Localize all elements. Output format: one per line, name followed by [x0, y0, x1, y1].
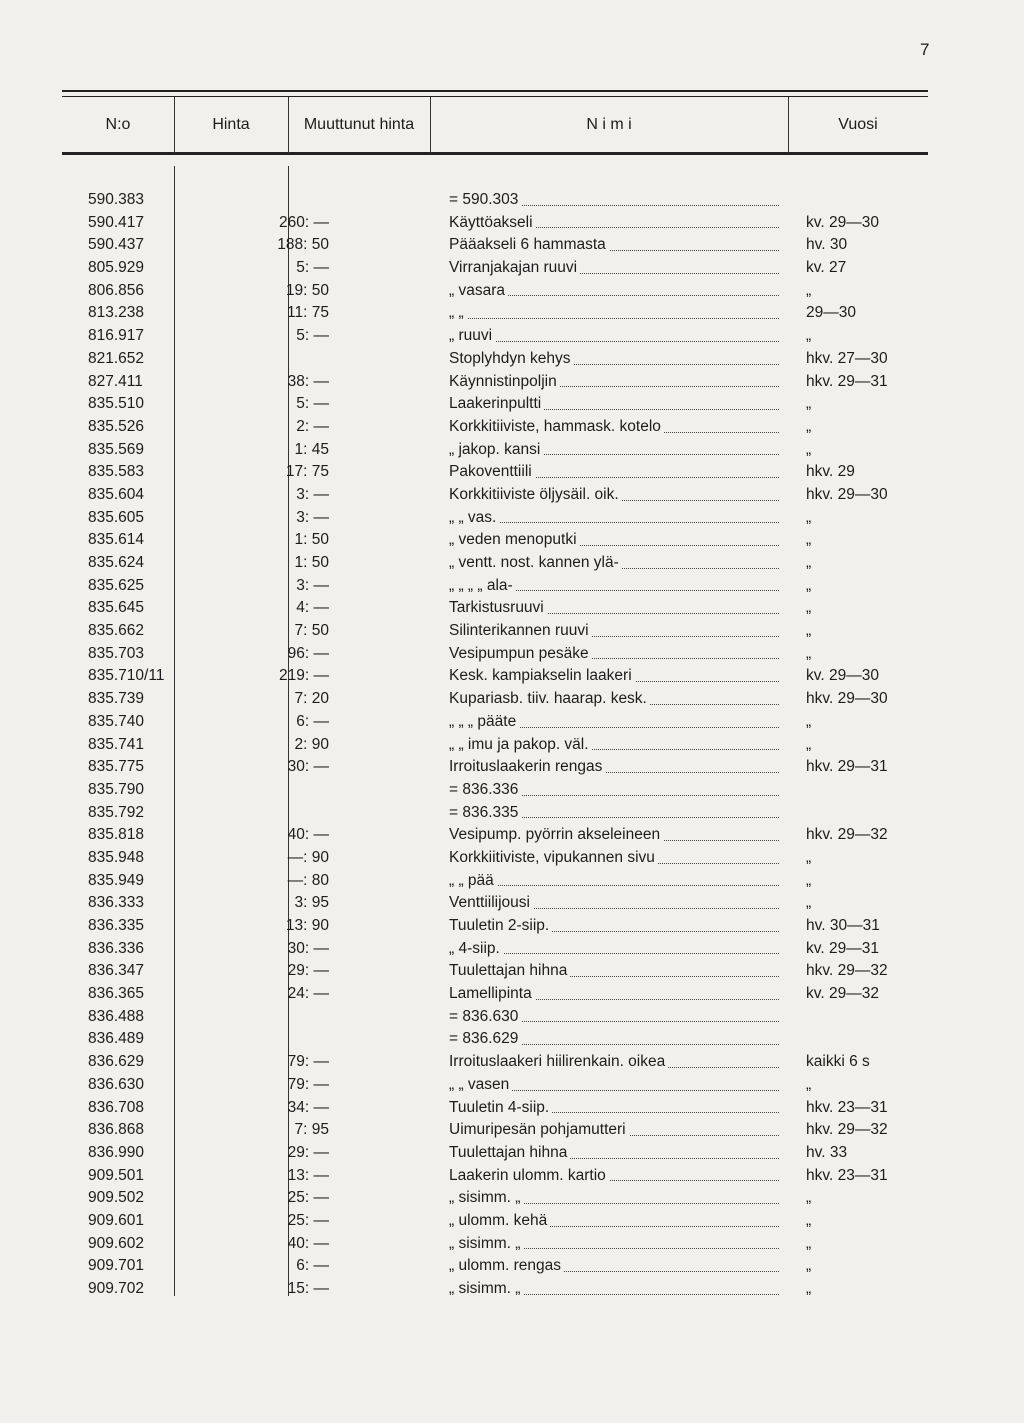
- part-year: „: [806, 1211, 812, 1229]
- part-name-cell: [449, 870, 779, 893]
- part-number: 835.583: [88, 463, 145, 481]
- part-name: „ „ vas.: [449, 509, 499, 526]
- part-price: 38: —: [287, 372, 329, 390]
- part-name: „ jakop. kansi: [449, 441, 543, 458]
- header-no: N:o: [105, 116, 131, 133]
- part-number: 835.526: [88, 417, 145, 435]
- header-price: Hinta: [212, 116, 250, 133]
- part-price: 5: —: [296, 327, 329, 345]
- part-year: „: [806, 327, 812, 345]
- table-row: [62, 325, 928, 348]
- table-row: [62, 643, 928, 666]
- part-year: hkv. 29: [806, 463, 855, 481]
- part-name-cell: [449, 1051, 779, 1074]
- part-name: Laakerin ulomm. kartio: [449, 1167, 609, 1184]
- part-name: Virranjakajan ruuvi: [449, 259, 580, 276]
- part-name: Tuulettajan hihna: [449, 962, 570, 979]
- part-year: „: [806, 1234, 812, 1252]
- part-name-cell: [449, 915, 779, 938]
- part-name: „ „ vasen: [449, 1076, 512, 1093]
- table-row: [62, 189, 928, 212]
- part-price: 260: —: [279, 213, 329, 231]
- part-name: Tuuletin 2-siip.: [449, 917, 552, 934]
- part-name: Tuulettajan hihna: [449, 1144, 570, 1161]
- part-price: 4: —: [296, 599, 329, 617]
- part-price: 2: —: [296, 417, 329, 435]
- part-name: = 836.335: [449, 804, 521, 821]
- part-year: „: [806, 1075, 812, 1093]
- part-price: 7: 95: [294, 1121, 329, 1139]
- part-number: 806.856: [88, 281, 145, 299]
- part-year: kv. 27: [806, 259, 847, 277]
- table-row: [62, 393, 928, 416]
- parts-table: [62, 189, 928, 1301]
- part-number: 909.502: [88, 1189, 145, 1207]
- part-price: 15: —: [287, 1280, 329, 1297]
- part-name: = 836.336: [449, 781, 521, 798]
- table-row: [62, 892, 928, 915]
- part-year: „: [806, 644, 812, 662]
- part-name: „ „ „ pääte: [449, 713, 519, 730]
- part-name: Laakerinpultti: [449, 395, 544, 412]
- part-number: 836.629: [88, 1053, 145, 1071]
- part-price: 3: 95: [294, 894, 329, 912]
- part-name: Kesk. kampiakselin laakeri: [449, 667, 635, 684]
- part-number: 836.990: [88, 1143, 145, 1161]
- part-name: Tuuletin 4-siip.: [449, 1099, 552, 1116]
- part-price: 19: 50: [285, 281, 329, 299]
- part-name: Korkkiitiviste, vipukannen sivu: [449, 849, 658, 866]
- table-row: [62, 1006, 928, 1029]
- part-name: „ ulomm. kehä: [449, 1212, 550, 1229]
- part-name-cell: [449, 802, 779, 825]
- part-year: hkv. 29—32: [806, 962, 888, 980]
- table-row: [62, 756, 928, 779]
- table-row: [62, 302, 928, 325]
- part-name-cell: [449, 847, 779, 870]
- leader-dots: [449, 884, 779, 886]
- part-name: Venttiilijousi: [449, 894, 533, 911]
- part-year: kv. 29—32: [806, 985, 879, 1003]
- part-price: 13: —: [287, 1166, 329, 1184]
- part-name-cell: [449, 1028, 779, 1051]
- part-number: 909.501: [88, 1166, 145, 1184]
- part-year: hkv. 23—31: [806, 1098, 888, 1116]
- part-name-cell: [449, 665, 779, 688]
- table-row: [62, 575, 928, 598]
- part-name: „ ruuvi: [449, 327, 495, 344]
- table-row: [62, 824, 928, 847]
- part-price: 6: —: [296, 712, 329, 730]
- table-row: [62, 507, 928, 530]
- part-year: „: [806, 531, 812, 549]
- part-year: kv. 29—31: [806, 939, 879, 957]
- header-bottom-rule: [62, 152, 928, 155]
- table-row: [62, 552, 928, 575]
- part-number: 835.703: [88, 644, 145, 662]
- part-number: 835.775: [88, 758, 145, 776]
- table-row: [62, 960, 928, 983]
- part-name-cell: [449, 892, 779, 915]
- table-row: [62, 1233, 928, 1256]
- part-name: Pakoventtiili: [449, 463, 535, 480]
- part-year: hkv. 23—31: [806, 1166, 888, 1184]
- part-price: 7: 20: [294, 690, 329, 708]
- part-year: hkv. 27—30: [806, 349, 888, 367]
- part-year: „: [806, 576, 812, 594]
- part-name: Vesipumpun pesäke: [449, 645, 592, 662]
- part-name: Lamellipinta: [449, 985, 535, 1002]
- table-row: [62, 1210, 928, 1233]
- part-number: 836.365: [88, 985, 145, 1003]
- part-year: „: [806, 599, 812, 617]
- table-row: [62, 597, 928, 620]
- part-number: 835.625: [88, 576, 145, 594]
- part-number: 827.411: [88, 372, 143, 390]
- table-row: [62, 348, 928, 371]
- part-name-cell: [449, 597, 779, 620]
- part-number: 816.917: [88, 327, 145, 345]
- part-price: 1: 45: [294, 440, 329, 458]
- part-name: „ „ „ „ ala-: [449, 577, 516, 594]
- part-name-cell: [449, 1210, 779, 1233]
- part-name-cell: [449, 575, 779, 598]
- part-number: 835.614: [88, 531, 145, 549]
- part-price: 30: —: [287, 939, 329, 957]
- divider-no-price: [174, 97, 175, 153]
- part-number: 836.335: [88, 917, 145, 934]
- part-name-cell: [449, 257, 779, 280]
- part-number: 836.347: [88, 962, 145, 980]
- part-name: Silinterikannen ruuvi: [449, 622, 592, 639]
- part-name-cell: [449, 938, 779, 961]
- part-price: —: 90: [287, 848, 329, 866]
- table-row: [62, 1051, 928, 1074]
- part-year: hkv. 29—31: [806, 758, 888, 776]
- part-name-cell: [449, 779, 779, 802]
- part-price: 29: —: [287, 962, 329, 980]
- part-price: 3: —: [296, 576, 329, 594]
- part-name: „ vasara: [449, 282, 508, 299]
- part-name-cell: [449, 1187, 779, 1210]
- part-name: Käynnistinpoljin: [449, 373, 560, 390]
- leader-dots: [449, 317, 779, 319]
- part-number: 821.652: [88, 349, 145, 367]
- part-year: „: [806, 712, 812, 730]
- part-name: „ ulomm. rengas: [449, 1257, 564, 1274]
- table-row: [62, 1278, 928, 1301]
- part-name: Irroituslaakeri hiilirenkain. oikea: [449, 1053, 668, 1070]
- page-number: 7: [920, 40, 930, 59]
- table-row: [62, 847, 928, 870]
- part-price: 5: —: [296, 395, 329, 413]
- table-row: [62, 1255, 928, 1278]
- part-name: „ 4-siip.: [449, 940, 503, 957]
- part-price: 40: —: [287, 826, 329, 844]
- table-row: [62, 802, 928, 825]
- part-number: 836.708: [88, 1098, 145, 1116]
- part-name-cell: [449, 1278, 779, 1301]
- table-row: [62, 371, 928, 394]
- part-name-cell: [449, 711, 779, 734]
- part-price: 2: 90: [294, 735, 329, 753]
- part-name: = 836.630: [449, 1008, 521, 1025]
- part-name-cell: [449, 484, 779, 507]
- table-row: [62, 416, 928, 439]
- part-price: 3: —: [296, 485, 329, 503]
- part-name: „ „ imu ja pakop. väl.: [449, 736, 592, 753]
- table-row: [62, 1142, 928, 1165]
- part-price: 5: —: [296, 259, 329, 277]
- part-year: hkv. 29—32: [806, 826, 888, 844]
- part-year: „: [806, 735, 812, 753]
- part-price: 29: —: [287, 1143, 329, 1161]
- part-price: 1: 50: [294, 554, 329, 571]
- part-year: „: [806, 417, 812, 435]
- part-name: „ veden menoputki: [449, 531, 580, 548]
- part-number: 909.701: [88, 1257, 145, 1275]
- part-name: Tarkistusruuvi: [449, 599, 547, 616]
- part-name: Korkkitiiviste öljysäil. oik.: [449, 486, 622, 503]
- part-name-cell: [449, 529, 779, 552]
- part-name-cell: [449, 688, 779, 711]
- part-name-cell: [449, 234, 779, 257]
- part-year: kv. 29—30: [806, 667, 879, 685]
- part-name-cell: [449, 461, 779, 484]
- divider-changed-name: [430, 97, 431, 153]
- table-row: [62, 938, 928, 961]
- part-name-cell: [449, 325, 779, 348]
- part-name-cell: [449, 552, 779, 575]
- part-name: „ sisimm. „: [449, 1280, 523, 1297]
- table-row: [62, 1187, 928, 1210]
- part-price: 79: —: [287, 1053, 329, 1071]
- part-year: „: [806, 1257, 812, 1275]
- part-year: „: [806, 871, 812, 889]
- part-name: „ sisimm. „: [449, 1189, 523, 1206]
- part-number: 813.238: [88, 304, 145, 322]
- part-name-cell: [449, 620, 779, 643]
- part-name-cell: [449, 1255, 779, 1278]
- part-price: 30: —: [287, 758, 329, 776]
- part-price: 11: 75: [287, 304, 329, 322]
- part-name-cell: [449, 439, 779, 462]
- part-name: „ „: [449, 304, 467, 321]
- part-year: „: [806, 281, 812, 299]
- part-year: hkv. 29—30: [806, 690, 888, 708]
- part-name-cell: [449, 824, 779, 847]
- part-year: „: [806, 894, 812, 912]
- part-year: hv. 30—31: [806, 917, 880, 934]
- table-row: [62, 734, 928, 757]
- table-row: [62, 529, 928, 552]
- part-number: 836.489: [88, 1030, 145, 1048]
- part-name-cell: [449, 1233, 779, 1256]
- part-price: 24: —: [287, 985, 329, 1003]
- part-number: 835.739: [88, 690, 145, 708]
- part-year: kv. 29—30: [806, 213, 879, 231]
- part-name-cell: [449, 393, 779, 416]
- part-name-cell: [449, 280, 779, 303]
- part-name: Pääakseli 6 hammasta: [449, 236, 609, 253]
- table-row: [62, 234, 928, 257]
- part-number: 590.437: [88, 236, 145, 254]
- divider-name-year: [788, 97, 789, 153]
- part-number: 835.662: [88, 622, 145, 640]
- part-name-cell: [449, 371, 779, 394]
- part-name: Uimuripesän pohjamutteri: [449, 1121, 629, 1138]
- part-name: „ sisimm. „: [449, 1235, 523, 1252]
- part-name-cell: [449, 212, 779, 235]
- table-row: [62, 280, 928, 303]
- part-name-cell: [449, 1074, 779, 1097]
- table-row: [62, 1074, 928, 1097]
- part-year: 29—30: [806, 304, 856, 322]
- part-number: 836.333: [88, 894, 145, 912]
- part-number: 909.601: [88, 1211, 145, 1229]
- part-number: 590.417: [88, 213, 145, 231]
- part-name: = 836.629: [449, 1030, 521, 1047]
- part-price: —: 80: [287, 871, 329, 889]
- part-number: 835.792: [88, 803, 145, 821]
- part-price: 219: —: [279, 667, 329, 685]
- part-name: „ ventt. nost. kannen ylä-: [449, 554, 622, 571]
- part-price: 17: 75: [285, 463, 329, 481]
- part-number: 835.604: [88, 485, 145, 503]
- table-row: [62, 779, 928, 802]
- part-name-cell: [449, 1097, 779, 1120]
- header-top-rule: [62, 90, 928, 92]
- part-name-cell: [449, 1142, 779, 1165]
- part-number: 835.645: [88, 599, 145, 617]
- part-year: „: [806, 554, 812, 571]
- part-number: 836.488: [88, 1007, 145, 1025]
- part-name-cell: [449, 960, 779, 983]
- part-price: 34: —: [287, 1098, 329, 1116]
- part-number: 836.630: [88, 1075, 145, 1093]
- part-year: hkv. 29—31: [806, 372, 888, 390]
- part-number: 835.624: [88, 554, 145, 571]
- part-number: 835.790: [88, 780, 145, 798]
- table-row: [62, 1097, 928, 1120]
- part-name-cell: [449, 1006, 779, 1029]
- part-name-cell: [449, 756, 779, 779]
- part-name: Vesipump. pyörrin akseleineen: [449, 826, 663, 843]
- table-row: [62, 620, 928, 643]
- part-number: 836.336: [88, 939, 145, 957]
- part-price: 6: —: [296, 1257, 329, 1275]
- part-name-cell: [449, 507, 779, 530]
- table-row: [62, 257, 928, 280]
- part-number: 909.702: [88, 1280, 145, 1297]
- part-price: 79: —: [287, 1075, 329, 1093]
- leader-dots: [449, 340, 779, 342]
- part-name-cell: [449, 348, 779, 371]
- table-row: [62, 915, 928, 938]
- part-name-cell: [449, 189, 779, 212]
- part-year: „: [806, 622, 812, 640]
- part-number: 836.868: [88, 1121, 145, 1139]
- part-number: 835.740: [88, 712, 145, 730]
- part-name: Korkkitiiviste, hammask. kotelo: [449, 418, 664, 435]
- table-row: [62, 870, 928, 893]
- header-changed-price: Muuttunut hinta: [303, 116, 415, 133]
- part-year: kaikki 6 s: [806, 1053, 870, 1071]
- part-number: 835.741: [88, 735, 145, 753]
- table-row: [62, 711, 928, 734]
- part-price: 1: 50: [294, 531, 329, 549]
- part-name-cell: [449, 643, 779, 666]
- part-number: 909.602: [88, 1234, 145, 1252]
- header-name: N i m i: [586, 116, 632, 133]
- part-name-cell: [449, 416, 779, 439]
- table-row: [62, 439, 928, 462]
- part-price: 188: 50: [277, 236, 329, 254]
- table-row: [62, 665, 928, 688]
- part-name-cell: [449, 734, 779, 757]
- part-year: „: [806, 1189, 812, 1207]
- part-year: „: [806, 848, 812, 866]
- part-price: 25: —: [287, 1189, 329, 1207]
- divider-price-changed: [288, 97, 289, 153]
- part-number: 805.929: [88, 259, 145, 277]
- table-row: [62, 461, 928, 484]
- part-year: „: [806, 395, 812, 413]
- part-number: 835.710/11: [88, 667, 165, 685]
- table-row: [62, 1028, 928, 1051]
- part-name: Kupariasb. tiiv. haarap. kesk.: [449, 690, 650, 707]
- part-name: Käyttöakseli: [449, 214, 536, 231]
- part-year: hkv. 29—30: [806, 485, 888, 503]
- table-row: [62, 983, 928, 1006]
- part-year: hkv. 29—32: [806, 1121, 888, 1139]
- table-row: [62, 212, 928, 235]
- part-number: 835.818: [88, 826, 145, 844]
- part-year: „: [806, 440, 812, 458]
- part-price: 13: 90: [285, 917, 329, 934]
- part-price: 25: —: [287, 1211, 329, 1229]
- part-year: „: [806, 1280, 812, 1297]
- part-name: Irroituslaakerin rengas: [449, 758, 605, 775]
- part-year: hv. 30: [806, 236, 848, 254]
- part-price: 96: —: [287, 644, 329, 662]
- part-name-cell: [449, 1165, 779, 1188]
- part-number: 835.949: [88, 871, 145, 889]
- table-row: [62, 484, 928, 507]
- part-name-cell: [449, 1119, 779, 1142]
- part-price: 7: 50: [294, 622, 329, 640]
- part-name: Stoplyhdyn kehys: [449, 350, 574, 367]
- part-year: hv. 33: [806, 1143, 848, 1161]
- header-year: Vuosi: [838, 116, 878, 133]
- table-row: [62, 688, 928, 711]
- part-name-cell: [449, 983, 779, 1006]
- part-number: 590.383: [88, 191, 145, 208]
- part-year: „: [806, 508, 812, 526]
- part-number: 835.569: [88, 440, 145, 458]
- part-name: = 590.303: [449, 191, 521, 208]
- part-price: 3: —: [296, 508, 329, 526]
- part-number: 835.605: [88, 508, 145, 526]
- table-row: [62, 1165, 928, 1188]
- part-name: „ „ pää: [449, 872, 497, 889]
- part-price: 40: —: [287, 1234, 329, 1252]
- part-name-cell: [449, 302, 779, 325]
- part-number: 835.948: [88, 848, 145, 866]
- table-row: [62, 1119, 928, 1142]
- part-number: 835.510: [88, 395, 145, 413]
